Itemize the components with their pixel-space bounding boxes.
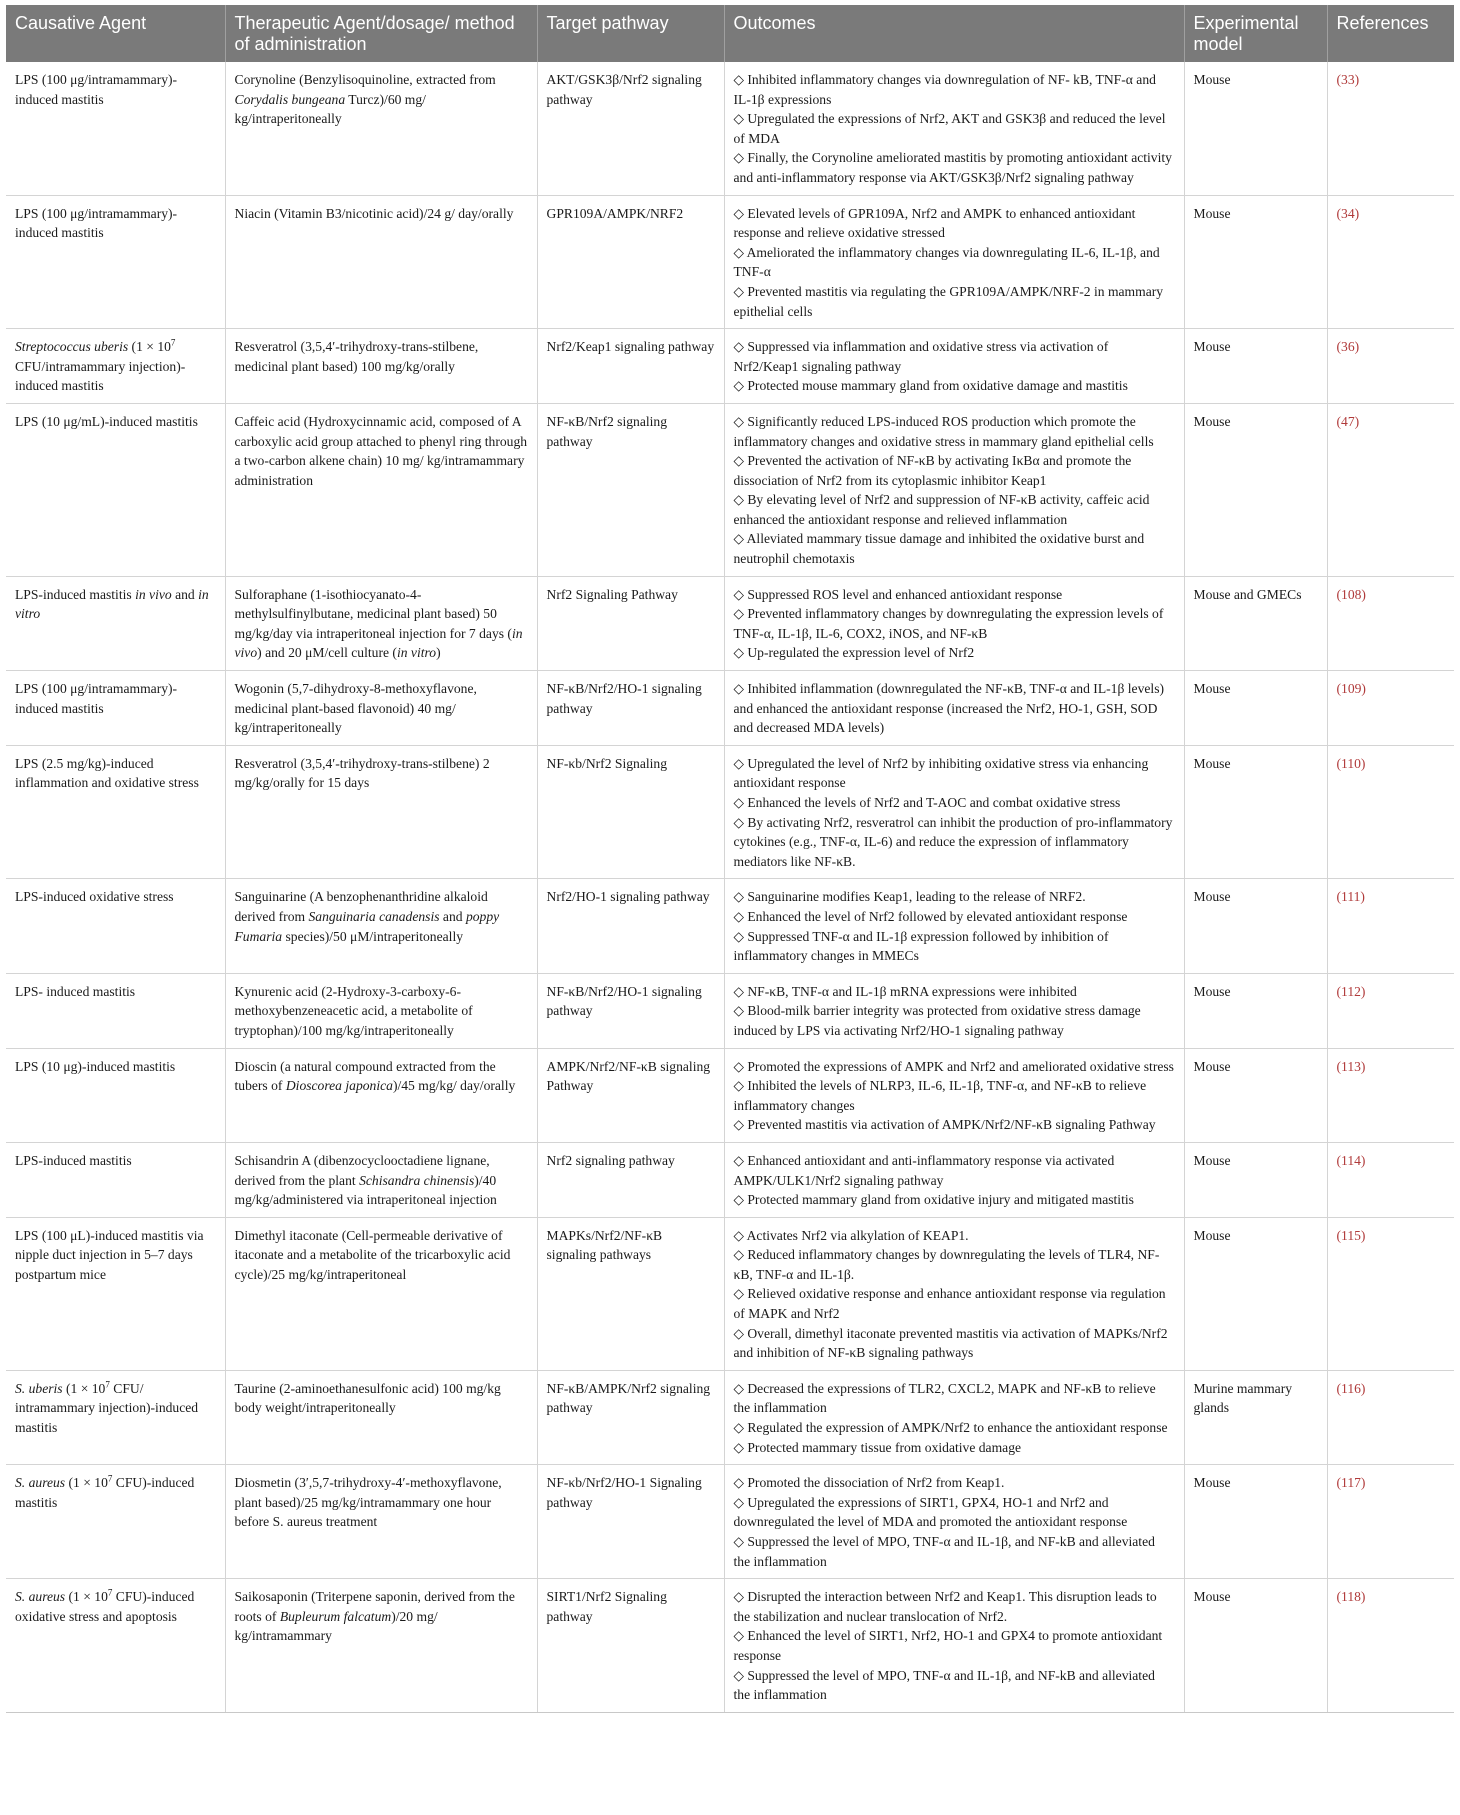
outcomes-cell [724, 1048, 1184, 1142]
outcome-item: ◇ Protected mouse mammary gland from oxidative damage and mastitis [733, 378, 1128, 394]
outcome-item: ◇ Protected mammary gland from oxidative injury and mitigated mastitis [733, 1192, 1134, 1208]
outcome-item: ◇ NF-κB, TNF-α and IL-1β mRNA expressions were inhibited [733, 983, 1077, 999]
experimental-model-cell: Mouse [1184, 1217, 1327, 1370]
table-row [6, 1142, 1454, 1217]
target-pathway-cell: GPR109A/AMPK/NRF2 [537, 195, 724, 329]
header-therapeutic-agent: Therapeutic Agent/dosage/ method of administration [225, 5, 537, 62]
table-row [6, 879, 1454, 973]
target-pathway-cell: NF-κb/Nrf2 Signaling [537, 745, 724, 879]
target-pathway-cell: NF-κB/Nrf2/HO-1 signaling pathway [537, 671, 724, 746]
experimental-model-cell: Mouse [1184, 62, 1327, 195]
reference-cell [1327, 576, 1454, 670]
target-pathway-cell: NF-κB/Nrf2 signaling pathway [537, 403, 724, 576]
causative-agent-cell: S. aureus ($1 \times 10^7$ CFU)-induced mastitis [6, 1465, 225, 1579]
reference-cell [1327, 973, 1454, 1048]
outcome-item: ◇ Inhibited inflammation (downregulated the NF-κB, TNF-α and IL-1β levels) and enhanced the antioxidant response (increased the Nrf2, HO-1, GSH, SOD and decreased MDA levels) [733, 681, 1165, 736]
experimental-model-cell: Mouse and GMECs [1184, 576, 1327, 670]
table-header [6, 5, 1454, 62]
outcome-item: ◇ Ameliorated the inflammatory changes via downregulating IL-6, IL-1β, and TNF-α [733, 244, 1160, 280]
reference-link[interactable]: (47) [1336, 413, 1360, 429]
target-pathway-cell: Nrf2/HO-1 signaling pathway [537, 879, 724, 973]
outcome-item: ◇ Prevented mastitis via activation of AMPK/Nrf2/NF-κB signaling Pathway [733, 1117, 1156, 1133]
causative-agent-cell: LPS (10 μg)-induced mastitis [6, 1048, 225, 1142]
outcome-item: ◇ Upregulated the expressions of SIRT1, GPX4, HO-1 and Nrf2 and downregulated the level of MDA and promoted the antioxidant response [733, 1494, 1128, 1530]
table-row [6, 671, 1454, 746]
reference-link[interactable]: (115) [1336, 1227, 1366, 1243]
outcomes-cell [724, 671, 1184, 746]
target-pathway-cell: NF-κB/AMPK/Nrf2 signaling pathway [537, 1370, 724, 1464]
experimental-model-cell: Mouse [1184, 1465, 1327, 1579]
outcome-item: ◇ Protected mammary tissue from oxidative damage [733, 1439, 1022, 1455]
reference-cell [1327, 1217, 1454, 1370]
outcomes-cell [724, 745, 1184, 879]
experimental-model-cell: Murine mammary glands [1184, 1370, 1327, 1464]
table-row [6, 1217, 1454, 1370]
outcome-item: ◇ Suppressed via inflammation and oxidative stress via activation of Nrf2/Keap1 signaling pathway [733, 339, 1109, 374]
experimental-model-cell: Mouse [1184, 1142, 1327, 1217]
outcome-item: ◇ Sanguinarine modifies Keap1, leading to the release of NRF2. [733, 889, 1086, 905]
outcome-item: ◇ Reduced inflammatory changes by downregulating the levels of TLR4, NF-κB, TNF-α and IL-1β. [733, 1247, 1160, 1282]
causative-agent-cell: S. aureus ($1 \times 10^7$ CFU)-induced oxidative stress and apoptosis [6, 1579, 225, 1713]
table-body [6, 62, 1454, 1712]
outcome-item: ◇ By elevating level of Nrf2 and suppression of NF-κB activity, caffeic acid enhanced the antioxidant response and relieved inflammation [733, 492, 1150, 527]
therapeutic-agent-cell: Corynoline (Benzylisoquinoline, extracted from Corydalis bungeana Turcz)/60 mg/ kg/intraperitoneally [225, 62, 537, 195]
reference-cell [1327, 329, 1454, 404]
outcome-item: ◇ By activating Nrf2, resveratrol can inhibit the production of pro-inflammatory cytokines (e.g., TNF-α, IL-6) and reduce the expression of inflammatory mediators like NF-κB. [733, 814, 1173, 869]
therapeutic-agent-cell: Taurine (2-aminoethanesulfonic acid) 100 mg/kg body weight/intraperitoneally [225, 1370, 537, 1464]
causative-agent-cell: LPS-induced mastitis [6, 1142, 225, 1217]
table-row [6, 329, 1454, 404]
experimental-model-cell: Mouse [1184, 403, 1327, 576]
outcome-item: ◇ Prevented the activation of NF-κB by activating IκBα and promote the dissociation of Nrf2 from its cytoplasmic inhibitor Keap1 [733, 453, 1132, 488]
reference-cell [1327, 745, 1454, 879]
causative-agent-cell: LPS-induced mastitis in vivo and in vitro [6, 576, 225, 670]
outcome-item: ◇ Elevated levels of GPR109A, Nrf2 and AMPK to enhanced antioxidant response and relieve oxidative stressed [733, 205, 1136, 241]
outcome-item: ◇ Regulated the expression of AMPK/Nrf2 to enhance the antioxidant response [733, 1420, 1168, 1436]
experimental-model-cell: Mouse [1184, 329, 1327, 404]
therapeutic-agent-cell: Caffeic acid (Hydroxycinnamic acid, composed of A carboxylic acid group attached to phenyl ring through a two-carbon alkene chain) 10 mg/ kg/intramammary administration [225, 403, 537, 576]
causative-agent-cell: LPS (100 μg/intramammary)-induced mastitis [6, 671, 225, 746]
outcome-item: ◇ Prevented mastitis via regulating the GPR109A/AMPK/NRF-2 in mammary epithelial cells [733, 283, 1164, 319]
reference-link[interactable]: (117) [1336, 1475, 1366, 1491]
outcome-item: ◇ Enhanced the level of SIRT1, Nrf2, HO-1 and GPX4 to promote antioxidant response [733, 1628, 1163, 1663]
experimental-model-cell: Mouse [1184, 195, 1327, 329]
experimental-model-cell: Mouse [1184, 1048, 1327, 1142]
table-row [6, 1048, 1454, 1142]
outcome-item: ◇ Finally, the Corynoline ameliorated mastitis by promoting antioxidant activity and anti-inflammatory response via AKT/GSK3β/Nrf2 signaling pathway [733, 150, 1172, 185]
causative-agent-cell: LPS (100 μg/intramammary)-induced mastitis [6, 62, 225, 195]
therapeutic-agent-cell: Resveratrol (3,5,4′-trihydroxy-trans-stilbene) 2 mg/kg/orally for 15 days [225, 745, 537, 879]
reference-link[interactable]: (33) [1336, 72, 1360, 87]
outcome-item: ◇ Enhanced antioxidant and anti-inflammatory response via activated AMPK/ULK1/Nrf2 signaling pathway [733, 1152, 1115, 1188]
outcome-item: ◇ Upregulated the expressions of Nrf2, AKT and GSK3β and reduced the level of MDA [733, 111, 1166, 146]
header-target-pathway: Target pathway [537, 5, 724, 62]
target-pathway-cell: Nrf2 signaling pathway [537, 1142, 724, 1217]
therapeutic-agent-cell: Sanguinarine (A benzophenanthridine alkaloid derived from Sanguinaria canadensis and poppy Fumaria species)/50 μM/intraperitoneally [225, 879, 537, 973]
outcome-item: ◇ Suppressed the level of MPO, TNF-α and IL-1β, and NF-kB and alleviated the inflammation [733, 1667, 1155, 1703]
therapeutic-agent-cell: Niacin (Vitamin B3/nicotinic acid)/24 g/ day/orally [225, 195, 537, 329]
reference-link[interactable]: (116) [1336, 1380, 1366, 1396]
outcomes-cell [724, 1142, 1184, 1217]
outcome-item: ◇ Decreased the expressions of TLR2, CXCL2, MAPK and NF-κB to relieve the inflammation [733, 1380, 1156, 1416]
outcomes-cell [724, 1579, 1184, 1713]
reference-link[interactable]: (114) [1336, 1152, 1366, 1168]
causative-agent-cell: S. uberis ($1 \times 10^7$ CFU/ intramammary injection)-induced mastitis [6, 1370, 225, 1464]
table-row [6, 1465, 1454, 1579]
outcome-item: ◇ Alleviated mammary tissue damage and inhibited the oxidative burst and neutrophil chemotaxis [733, 531, 1145, 567]
table-row [6, 745, 1454, 879]
reference-link[interactable]: (36) [1336, 339, 1360, 355]
header-experimental-model: Experimental model [1184, 5, 1327, 62]
outcome-item: ◇ Blood-milk barrier integrity was protected from oxidative stress damage induced by LPS via activating Nrf2/HO-1 signaling pathway [733, 1003, 1141, 1038]
reference-cell [1327, 403, 1454, 576]
outcomes-cell [724, 973, 1184, 1048]
reference-link[interactable]: (113) [1336, 1058, 1366, 1074]
target-pathway-cell: MAPKs/Nrf2/NF-κB signaling pathways [537, 1217, 724, 1370]
outcomes-cell [724, 1217, 1184, 1370]
outcome-item: ◇ Activates Nrf2 via alkylation of KEAP1. [733, 1227, 969, 1243]
outcome-item: ◇ Promoted the dissociation of Nrf2 from Keap1. [733, 1475, 1005, 1491]
therapeutic-agent-cell: Wogonin (5,7-dihydroxy-8-methoxyflavone, medicinal plant-based flavonoid) 40 mg/ kg/intraperitoneally [225, 671, 537, 746]
outcome-item: ◇ Prevented inflammatory changes by downregulating the expression levels of TNF-α, IL-1β, IL-6, COX2, iNOS, and NF-κB [733, 606, 1164, 641]
table-row [6, 973, 1454, 1048]
target-pathway-cell: SIRT1/Nrf2 Signaling pathway [537, 1579, 724, 1713]
outcome-item: ◇ Enhanced the levels of Nrf2 and T-AOC and combat oxidative stress [733, 795, 1121, 810]
causative-agent-cell: LPS-induced oxidative stress [6, 879, 225, 973]
reference-cell [1327, 1142, 1454, 1217]
header-outcomes: Outcomes [724, 5, 1184, 62]
therapeutic-agents-table [6, 5, 1454, 1713]
therapeutic-agent-cell: Sulforaphane (1-isothiocyanato-4-methylsulfinylbutane, medicinal plant based) 50 mg/kg/day via intraperitoneal injection for 7 days (in vivo) and 20 μM/cell culture (in vitro) [225, 576, 537, 670]
target-pathway-cell: NF-κB/Nrf2/HO-1 signaling pathway [537, 973, 724, 1048]
reference-cell [1327, 1465, 1454, 1579]
causative-agent-cell: LPS (10 μg/mL)-induced mastitis [6, 403, 225, 576]
experimental-model-cell: Mouse [1184, 1579, 1327, 1713]
table-row [6, 195, 1454, 329]
reference-cell [1327, 879, 1454, 973]
therapeutic-agent-cell: Dioscin (a natural compound extracted from the tubers of Dioscorea japonica)/45 mg/kg/ day/orally [225, 1048, 537, 1142]
therapeutic-agent-cell: Saikosaponin (Triterpene saponin, derived from the roots of Bupleurum falcatum)/20 mg/ kg/intramammary [225, 1579, 537, 1713]
therapeutic-agent-cell: Schisandrin A (dibenzocyclooctadiene lignane, derived from the plant Schisandra chinensis)/40 mg/kg/administered via intraperitoneal injection [225, 1142, 537, 1217]
reference-link[interactable]: (34) [1336, 205, 1360, 221]
reference-link[interactable]: (108) [1336, 586, 1366, 602]
outcome-item: ◇ Promoted the expressions of AMPK and Nrf2 and ameliorated oxidative stress [733, 1058, 1174, 1074]
table-row [6, 1370, 1454, 1464]
outcome-item: ◇ Up-regulated the expression level of Nrf2 [733, 645, 975, 661]
outcomes-cell [724, 195, 1184, 329]
outcome-item: ◇ Overall, dimethyl itaconate prevented mastitis via activation of MAPKs/Nrf2 and inhibition of NF-κB signaling pathways [733, 1325, 1168, 1361]
outcome-item: ◇ Suppressed TNF-α and IL-1β expression followed by inhibition of inflammatory changes in MMECs [733, 928, 1109, 964]
experimental-model-cell: Mouse [1184, 671, 1327, 746]
reference-cell [1327, 1579, 1454, 1713]
header-references: References [1327, 5, 1454, 62]
header-causative-agent: Causative Agent [6, 5, 225, 62]
therapeutic-agent-cell: Diosmetin (3′,5,7-trihydroxy-4′-methoxyflavone, plant based)/25 mg/kg/intramammary one hour before S. aureus treatment [225, 1465, 537, 1579]
causative-agent-cell: LPS (100 μL)-induced mastitis via nipple duct injection in 5–7 days postpartum mice [6, 1217, 225, 1370]
reference-link[interactable]: (111) [1336, 889, 1365, 905]
reference-cell [1327, 671, 1454, 746]
outcome-item: ◇ Inhibited the levels of NLRP3, IL-6, IL-1β, TNF-α, and NF-κB to relieve inflammatory changes [733, 1078, 1147, 1113]
reference-cell [1327, 195, 1454, 329]
outcome-item: ◇ Inhibited inflammatory changes via downregulation of NF- kB, TNF-α and IL-1β expressions [733, 72, 1156, 107]
target-pathway-cell: AKT/GSK3β/Nrf2 signaling pathway [537, 62, 724, 195]
target-pathway-cell: Nrf2 Signaling Pathway [537, 576, 724, 670]
outcomes-cell [724, 1465, 1184, 1579]
causative-agent-cell: Streptococcus uberis ($1 \times 10^7$ CFU/intramammary injection)-induced mastitis [6, 329, 225, 404]
target-pathway-cell: Nrf2/Keap1 signaling pathway [537, 329, 724, 404]
therapeutic-agent-cell: Dimethyl itaconate (Cell-permeable derivative of itaconate and a metabolite of the tricarboxylic acid cycle)/25 mg/kg/intraperitoneal [225, 1217, 537, 1370]
outcomes-cell [724, 1370, 1184, 1464]
experimental-model-cell: Mouse [1184, 879, 1327, 973]
experimental-model-cell: Mouse [1184, 745, 1327, 879]
therapeutic-agent-cell: Resveratrol (3,5,4′-trihydroxy-trans-stilbene, medicinal plant based) 100 mg/kg/orally [225, 329, 537, 404]
table-row [6, 1579, 1454, 1713]
causative-agent-cell: LPS (100 μg/intramammary)-induced mastitis [6, 195, 225, 329]
reference-cell [1327, 1048, 1454, 1142]
table-row [6, 576, 1454, 670]
target-pathway-cell: AMPK/Nrf2/NF-κB signaling Pathway [537, 1048, 724, 1142]
reference-link[interactable]: (110) [1336, 755, 1366, 771]
outcome-item: ◇ Upregulated the level of Nrf2 by inhibiting oxidative stress via enhancing antioxidant response [733, 755, 1149, 791]
reference-link[interactable]: (118) [1336, 1589, 1366, 1605]
outcomes-cell [724, 576, 1184, 670]
therapeutic-agent-cell: Kynurenic acid (2-Hydroxy-3-carboxy-6-methoxybenzeneacetic acid, a metabolite of tryptophan)/100 mg/kg/intraperitoneally [225, 973, 537, 1048]
reference-cell [1327, 1370, 1454, 1464]
causative-agent-cell: LPS (2.5 mg/kg)-induced inflammation and oxidative stress [6, 745, 225, 879]
outcomes-cell [724, 403, 1184, 576]
causative-agent-cell: LPS- induced mastitis [6, 973, 225, 1048]
outcomes-cell [724, 62, 1184, 195]
reference-cell [1327, 62, 1454, 195]
table-row [6, 403, 1454, 576]
target-pathway-cell: NF-κb/Nrf2/HO-1 Signaling pathway [537, 1465, 724, 1579]
outcome-item: ◇ Disrupted the interaction between Nrf2 and Keap1. This disruption leads to the stabilization and nuclear translocation of Nrf2. [733, 1589, 1157, 1624]
reference-link[interactable]: (109) [1336, 681, 1366, 697]
table-row [6, 62, 1454, 195]
outcome-item: ◇ Suppressed ROS level and enhanced antioxidant response [733, 586, 1063, 602]
outcome-item: ◇ Relieved oxidative response and enhance antioxidant response via regulation of MAPK and Nrf2 [733, 1286, 1166, 1322]
experimental-model-cell: Mouse [1184, 973, 1327, 1048]
reference-link[interactable]: (112) [1336, 983, 1366, 999]
outcome-item: ◇ Significantly reduced LPS-induced ROS production which promote the inflammatory changes and oxidative stress in mammary gland epithelial cells [733, 413, 1154, 449]
outcome-item: ◇ Suppressed the level of MPO, TNF-α and IL-1β, and NF-kB and alleviated the inflammation [733, 1534, 1155, 1569]
header-row [6, 5, 1454, 62]
outcomes-cell [724, 879, 1184, 973]
outcome-item: ◇ Enhanced the level of Nrf2 followed by elevated antioxidant response [733, 908, 1128, 924]
outcomes-cell [724, 329, 1184, 404]
